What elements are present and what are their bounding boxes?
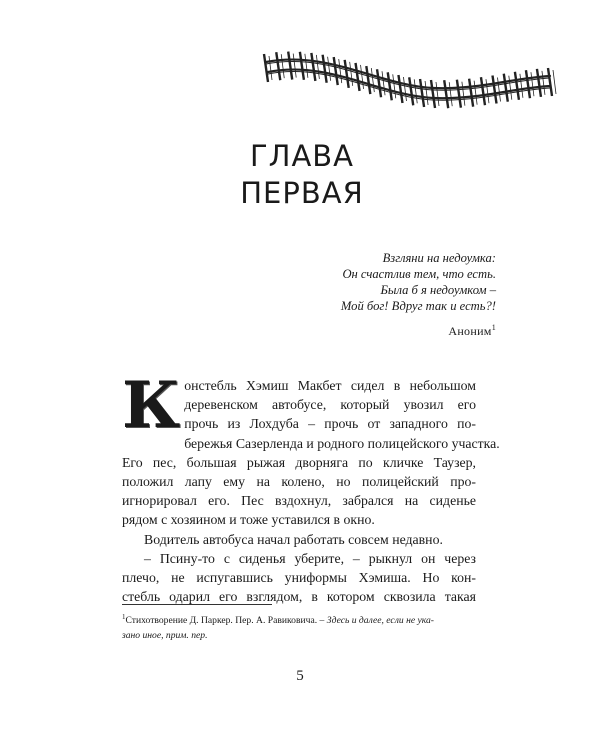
railway-tie <box>409 77 413 105</box>
railway-tie-hatch <box>328 57 331 81</box>
railway-tie <box>264 54 268 82</box>
epigraph-author <box>448 323 496 339</box>
epigraph-author-name: Аноним <box>448 324 492 338</box>
body-line: стебль одарил его взглядом, в котором сквозила такая <box>122 589 476 605</box>
body-line: онстебль Хэмиш Макбет сидел в небольшом <box>184 378 476 393</box>
body-text <box>122 368 500 606</box>
footnote-reference[interactable]: 1 <box>491 323 496 332</box>
railway-tie <box>356 63 360 91</box>
footnote-text: Стихотворение Д. Паркер. Пер. А. Равиковича. – <box>125 615 325 627</box>
footnote-italic-text: зано иное, прим. пер. <box>122 630 208 642</box>
railway-tie <box>420 79 424 107</box>
railway-tie-hatch <box>553 70 556 94</box>
railway-tie-hatch <box>542 71 545 95</box>
railway-tie <box>323 55 327 83</box>
epigraph-line: Он счастлив тем, что есть. <box>342 267 496 281</box>
epigraph-line: Мой бог! Вдруг так и есть?! <box>340 299 496 313</box>
railway-tie <box>444 80 448 108</box>
body-line: игнорировал его. Пес вздохнул, забрался на сиденье <box>122 493 476 509</box>
railway-tie-hatch <box>403 77 406 101</box>
railway-tie-hatch <box>293 54 296 78</box>
railway-tie-hatch <box>425 81 428 105</box>
railway-tie-hatch <box>361 65 364 89</box>
railway-tie <box>288 52 292 80</box>
body-line: – Псину-то с сиденья уберите, – рыкнул он через <box>144 550 476 566</box>
railway-tie-hatch <box>486 79 489 103</box>
railway-tie <box>493 76 497 104</box>
body-line: Водитель автобуса начал работать совсем недавно. <box>144 531 443 547</box>
footnote-italic-text: Здесь и далее, если не ука- <box>326 615 434 627</box>
body-line: положил лапу ему на колено, но полицейский про- <box>122 474 476 490</box>
page-number: 5 <box>296 668 304 684</box>
railway-tie <box>300 52 304 80</box>
body-line: Его пес, большая рыжая дворняга по кличке Таузер, <box>122 454 476 470</box>
body-line: плечо, не испугавшись униформы Хэмиша. Но кон- <box>122 570 476 586</box>
railway-tie-hatch <box>269 56 272 80</box>
railway-tie-hatch <box>281 54 284 78</box>
railway-tie <box>366 66 370 94</box>
footnote-mark: 1 <box>122 613 126 621</box>
body-line: деревенском автобусе, который увозил его <box>184 397 476 413</box>
railway-tie-hatch <box>449 82 452 106</box>
epigraph <box>176 250 496 314</box>
railway-tie <box>537 69 541 97</box>
railway-tie-hatch <box>462 82 465 106</box>
railway-track-illustration <box>258 40 558 135</box>
railway-tie-hatch <box>339 59 342 83</box>
footnote <box>122 610 476 643</box>
drop-cap: К <box>122 368 181 443</box>
railway-tie <box>504 74 508 102</box>
railway-tie-hatch <box>305 54 308 78</box>
railway-tie <box>334 57 338 85</box>
railway-tie-hatch <box>382 71 385 95</box>
railway-tie <box>431 80 435 108</box>
railway-tie-hatch <box>393 74 396 98</box>
railway-tie <box>311 53 315 81</box>
railway-tie-hatch <box>531 72 534 96</box>
chapter-title <box>232 138 372 212</box>
railway-tie <box>388 72 392 100</box>
railway-tie-hatch <box>414 79 417 103</box>
railway-tie <box>515 72 519 100</box>
railway-tie <box>526 70 530 98</box>
chapter-title-line-1: ГЛАВА <box>249 139 355 173</box>
railway-tie <box>548 68 552 96</box>
railway-tie-hatch <box>474 81 477 105</box>
body-line: рядом с хозяином и тоже уставился в окно. <box>122 512 375 528</box>
railway-tie <box>481 77 485 105</box>
railway-tie-hatch <box>520 74 523 98</box>
railway-tie <box>398 75 402 103</box>
railway-tie-hatch <box>509 76 512 100</box>
railway-tie <box>469 79 473 107</box>
epigraph-line: Была б я недоумком – <box>380 283 496 297</box>
body-line: бережья Сазерленда и родного полицейского участка. <box>184 435 500 451</box>
epigraph-line: Взгляни на недоумка: <box>382 251 496 265</box>
railway-tie-hatch <box>350 62 353 86</box>
railway-tie <box>276 52 280 80</box>
chapter-title-line-2: ПЕРВАЯ <box>240 176 364 210</box>
railway-tie-hatch <box>498 78 501 102</box>
railway-tie <box>345 60 349 88</box>
railway-tie <box>377 69 381 97</box>
railway-tie <box>457 80 461 108</box>
body-line: прочь из Лохдуба – прочь от западного по- <box>184 416 476 432</box>
railway-tie-hatch <box>371 68 374 92</box>
footnote-divider <box>122 604 272 605</box>
railway-tie-hatch <box>436 82 439 106</box>
railway-tie-hatch <box>316 55 319 79</box>
